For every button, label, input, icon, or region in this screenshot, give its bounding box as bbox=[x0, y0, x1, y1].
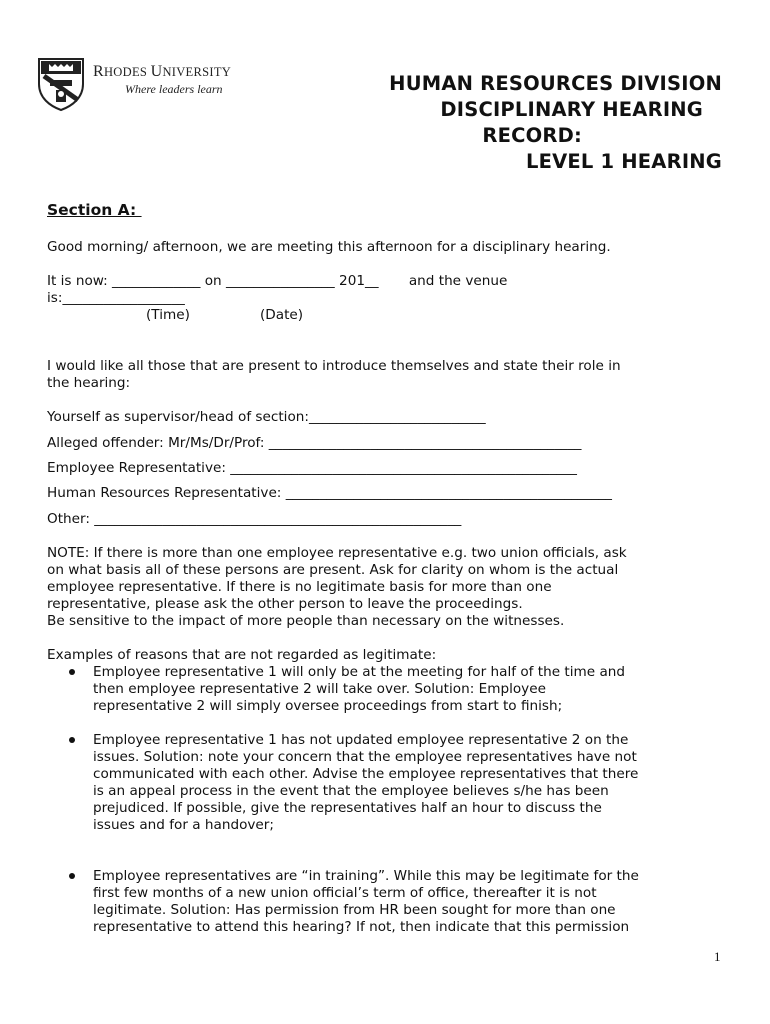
title-line-1: HUMAN RESOURCES DIVISION bbox=[389, 72, 722, 95]
note-line: on what basis all of these persons are present. Ask for clarity on whom is the actual bbox=[47, 562, 619, 578]
role-supervisor: Yourself as supervisor/head of section:__________________________ bbox=[47, 409, 486, 425]
bullet-3-line: first few months of a new union official’s term of office, thereafter it is not bbox=[93, 885, 597, 901]
bullet-1-line: representative 2 will simply oversee proceedings from start to finish; bbox=[93, 698, 563, 714]
bullet-3-line: legitimate. Solution: Has permission from HR been sought for more than one bbox=[93, 902, 616, 918]
university-tagline: Where leaders learn bbox=[125, 82, 223, 96]
role-employee-representative: Employee Representative: ___________________________________________________ bbox=[47, 460, 577, 476]
bullet-2-line: issues. Solution: note your concern that the employee representatives have not bbox=[93, 749, 637, 765]
bullet-2-line: communicated with each other. Advise the employee representatives that there bbox=[93, 766, 639, 782]
title-line-3: RECORD: bbox=[482, 124, 582, 147]
note-line: NOTE: If there is more than one employee representative e.g. two union officials, ask bbox=[47, 545, 627, 561]
title-line-2: DISCIPLINARY HEARING bbox=[440, 98, 703, 121]
page-number: 1 bbox=[714, 949, 721, 964]
role-hr-representative: Human Resources Representative: ________________________________________________ bbox=[47, 485, 612, 501]
section-heading: Section A: bbox=[47, 201, 142, 219]
university-name: RHODES UNIVERSITY bbox=[93, 63, 232, 80]
role-alleged-offender: Alleged offender: Mr/Ms/Dr/Prof: ______________________________________________ bbox=[47, 435, 582, 451]
examples-heading: Examples of reasons that are not regarded as legitimate: bbox=[47, 647, 437, 663]
intro-text-line-2: the hearing: bbox=[47, 375, 131, 391]
bullet-icon bbox=[69, 737, 75, 743]
role-other: Other: ______________________________________________________ bbox=[47, 511, 462, 527]
time-label: (Time) bbox=[146, 307, 190, 323]
venue-line: is:__________________ bbox=[47, 290, 185, 306]
bullet-3-line: Employee representatives are “in training”. While this may be legitimate for the bbox=[93, 868, 639, 884]
university-crest-logo bbox=[36, 56, 86, 112]
note-line: Be sensitive to the impact of more people than necessary on the witnesses. bbox=[47, 613, 565, 629]
greeting-text: Good morning/ afternoon, we are meeting this afternoon for a disciplinary hearing. bbox=[47, 239, 611, 255]
bullet-1-line: then employee representative 2 will take over. Solution: Employee bbox=[93, 681, 546, 697]
bullet-2-line: Employee representative 1 has not updated employee representative 2 on the bbox=[93, 732, 629, 748]
bullet-2-line: is an appeal process in the event that the employee believes s/he has been bbox=[93, 783, 609, 799]
bullet-icon bbox=[69, 669, 75, 675]
time-date-line: It is now: _____________ on ________________ 201__ and the venue bbox=[47, 273, 508, 289]
intro-text-line-1: I would like all those that are present to introduce themselves and state their role in bbox=[47, 358, 621, 374]
bullet-1-line: Employee representative 1 will only be at the meeting for half of the time and bbox=[93, 664, 626, 680]
note-line: employee representative. If there is no legitimate basis for more than one bbox=[47, 579, 552, 595]
bullet-3-line: representative to attend this hearing? If not, then indicate that this permission bbox=[93, 919, 630, 935]
date-label: (Date) bbox=[260, 307, 304, 323]
bullet-2-line: prejudiced. If possible, give the representatives half an hour to discuss the bbox=[93, 800, 602, 816]
title-line-4: LEVEL 1 HEARING bbox=[525, 150, 722, 173]
bullet-2-line: issues and for a handover; bbox=[93, 817, 274, 833]
note-line: representative, please ask the other person to leave the proceedings. bbox=[47, 596, 523, 612]
bullet-icon bbox=[69, 873, 75, 879]
